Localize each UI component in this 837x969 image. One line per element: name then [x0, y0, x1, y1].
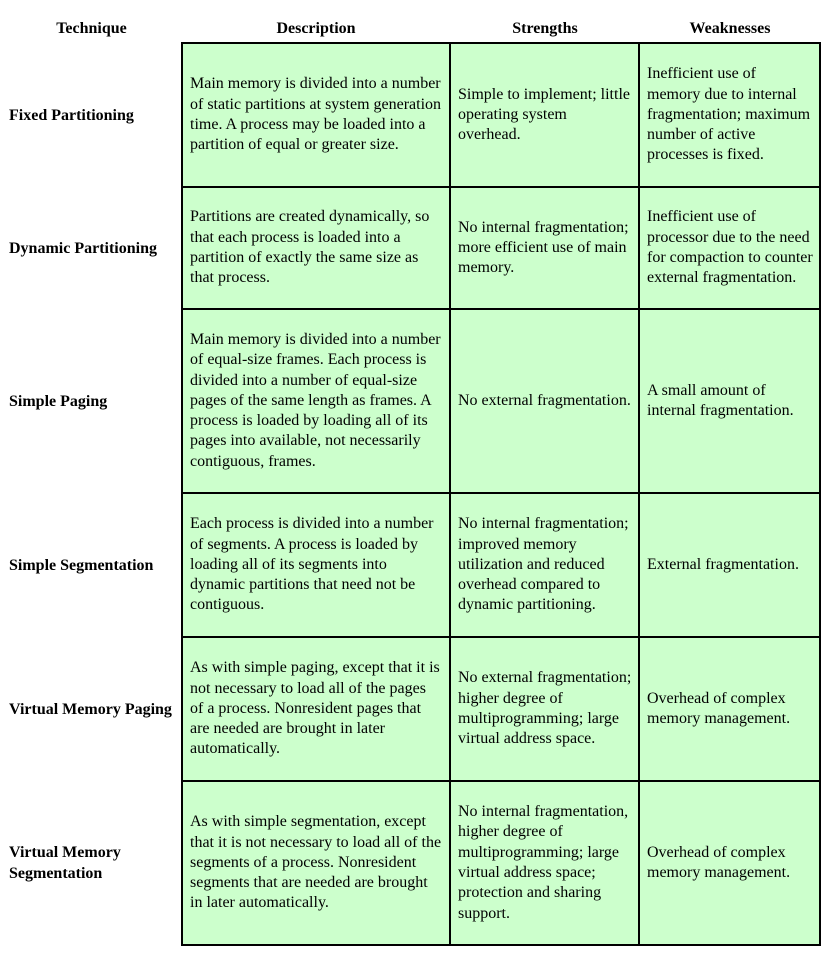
- table-row: [640, 494, 819, 636]
- description-cell: Main memory is divided into a number of static partitions at system generation time. A process may be loaded into a partition of equal or greater size.: [190, 75, 442, 154]
- table-row: [183, 188, 449, 308]
- description-cell: As with simple segmentation, except that it is not necessary to load all of the segments of a process. Nonresident segments that are needed are brought in later automatically.: [190, 813, 442, 912]
- technique-label: Fixed Partitioning: [9, 106, 134, 124]
- description-cell: As with simple paging, except that it is not necessary to load all of the pages of a process. Nonresident pages that are needed are brought in later automatically.: [190, 659, 440, 758]
- strengths-cell: Simple to implement; little operating system overhead.: [458, 85, 630, 144]
- table-row: [183, 638, 449, 780]
- header-strengths: Strengths: [512, 20, 578, 37]
- table-row: [640, 638, 819, 780]
- description-cell: Main memory is divided into a number of equal-size frames. Each process is divided into a number of equal-size pages of the same length as frames. A process is loaded by loading all of its pages into available, not necessarily contiguous, frames.: [190, 330, 441, 470]
- strengths-cell: No internal fragmentation; improved memory utilization and reduced overhead compared to dynamic partitioning.: [458, 515, 629, 614]
- table-row: [451, 638, 638, 780]
- header-description: Description: [276, 20, 356, 37]
- technique-label: Simple Segmentation: [9, 556, 154, 574]
- strengths-cell: No internal fragmentation, higher degree of multiprogramming; large virtual address space; protection and sharing support.: [458, 803, 629, 922]
- technique-label: Virtual Memory Segmentation: [9, 844, 121, 882]
- weaknesses-cell: External fragmentation.: [647, 555, 799, 573]
- description-cell: Partitions are created dynamically, so that each process is loaded into a partition of exactly the same size as that process.: [190, 208, 430, 287]
- table-row: [640, 44, 819, 186]
- table-row: [640, 188, 819, 308]
- weaknesses-cell: Overhead of complex memory management.: [647, 689, 791, 727]
- table-row: [451, 782, 638, 944]
- table-row: [451, 188, 638, 308]
- weaknesses-cell: Inefficient use of memory due to internal fragmentation; maximum number of active processes is fixed.: [647, 65, 811, 164]
- table-row: [451, 494, 638, 636]
- technique-label: Virtual Memory Paging: [9, 700, 172, 718]
- weaknesses-cell: Overhead of complex memory management.: [647, 843, 791, 881]
- table-row: [183, 782, 449, 944]
- technique-label: Simple Paging: [9, 392, 108, 410]
- technique-label: Dynamic Partitioning: [9, 239, 157, 257]
- header-technique: Technique: [56, 20, 127, 37]
- strengths-cell: No internal fragmentation; more efficient use of main memory.: [458, 218, 629, 277]
- table-row: [451, 44, 638, 186]
- strengths-cell: No external fragmentation.: [458, 391, 631, 409]
- description-cell: Each process is divided into a number of segments. A process is loaded by loading all of its segments into dynamic partitions that need not be contiguous.: [190, 515, 434, 614]
- comparison-table: [181, 42, 821, 946]
- table-row: [183, 310, 449, 492]
- table-row: [451, 310, 638, 492]
- table-row: [183, 494, 449, 636]
- header-weaknesses: Weaknesses: [689, 20, 771, 37]
- strengths-cell: No external fragmentation; higher degree of multiprogramming; large virtual address space.: [458, 669, 632, 748]
- weaknesses-cell: A small amount of internal fragmentation.: [647, 381, 794, 419]
- table-row: [183, 44, 449, 186]
- table-row: [640, 310, 819, 492]
- weaknesses-cell: Inefficient use of processor due to the need for compaction to counter external fragmentation.: [647, 208, 813, 287]
- table-row: [640, 782, 819, 944]
